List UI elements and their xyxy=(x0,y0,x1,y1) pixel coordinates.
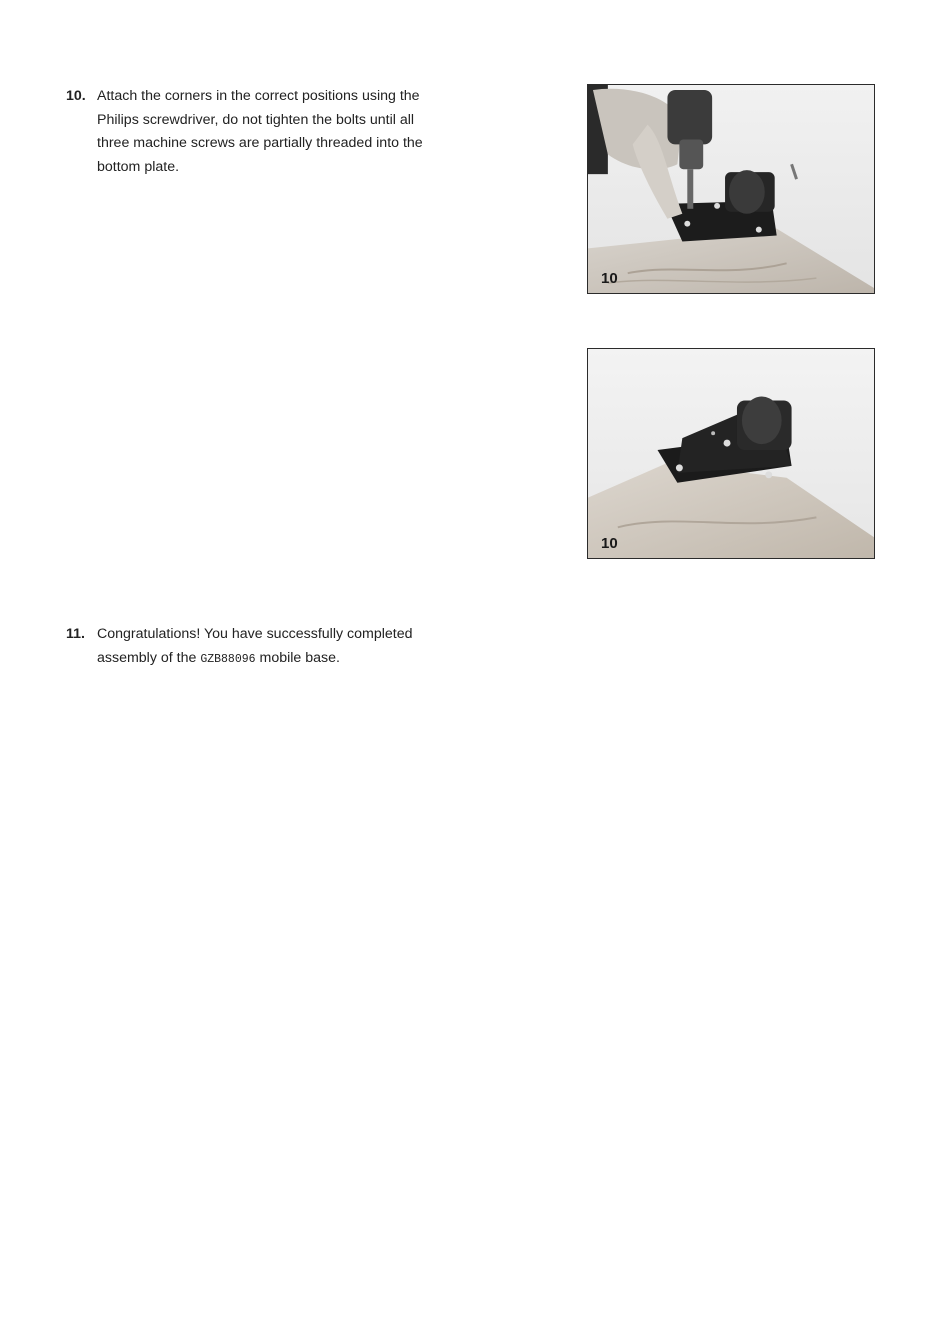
photo-step-label: 10 xyxy=(601,270,618,287)
step-11 xyxy=(66,623,441,671)
photo-step-label: 10 xyxy=(601,535,618,552)
step-number: 10. xyxy=(66,88,86,104)
step-10 xyxy=(66,85,441,179)
step-number: 11. xyxy=(66,626,85,642)
step-text-start: Congratulations! You have successfully completed assembly of the xyxy=(97,626,413,666)
model-number: GZB88096 xyxy=(200,652,256,666)
drill-photo-illustration xyxy=(588,85,874,293)
step-text-end: mobile base. xyxy=(259,649,340,666)
step-text: Attach the corners in the correct positions using the Philips screwdriver, do not tighten the bolts until all three machine screws are partially threaded into the bottom plate. xyxy=(97,88,423,175)
caster-photo-illustration xyxy=(588,349,874,558)
caster-corner-photo xyxy=(587,348,875,559)
step-text xyxy=(97,623,441,671)
drill-attaching-corner-photo xyxy=(587,84,875,294)
